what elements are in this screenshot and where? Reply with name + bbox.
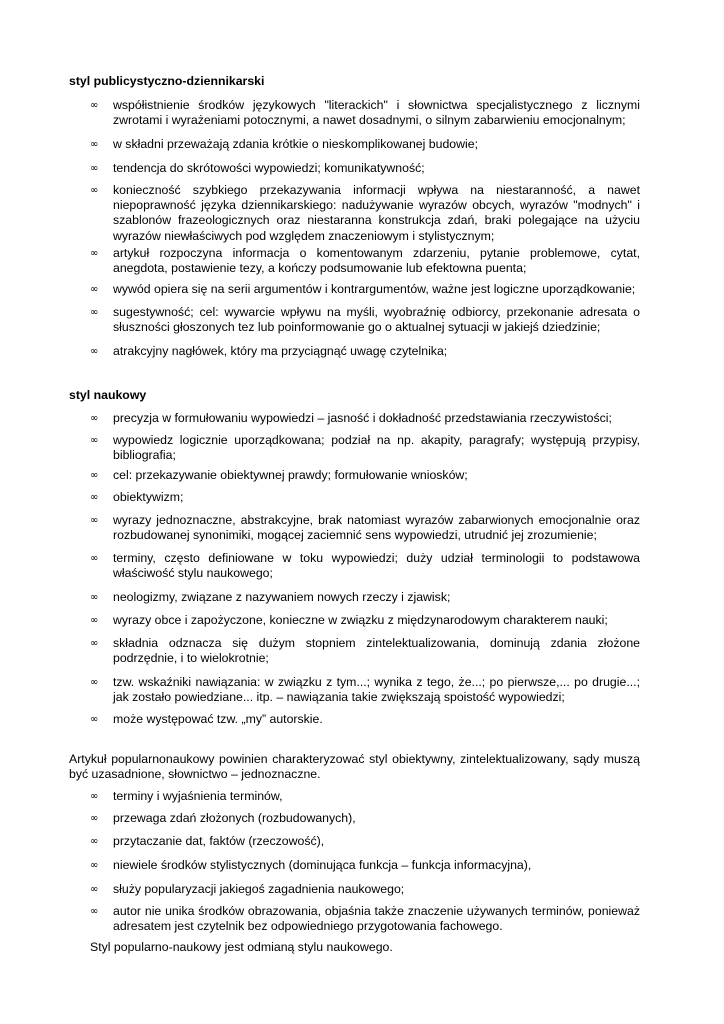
closing-sentence: Styl popularno-naukowy jest odmianą stylu naukowego. bbox=[90, 940, 393, 954]
infinity-bullet-icon: ∞ bbox=[90, 906, 99, 917]
list-item: ∞ tzw. wskaźniki nawiązania: w związku z tym...; wynika z tego, że...; po pierwsze,... po drugie...; jak zostało powiedziane... itp. – nawiązania takie zwiększają spoistość wypowiedzi; bbox=[90, 675, 640, 705]
infinity-bullet-icon: ∞ bbox=[90, 884, 99, 895]
list-item: ∞ konieczność szybkiego przekazywania informacji wpływa na niestaranność, a nawet niepoprawność języka dziennikarskiego: nadużywanie wyrazów obcych, wyrazów "modnych" i szablonów frazeologicznych oraz niestaranna konstrukcja zdań, braki polegające na użyciu wyrazów niewłaściwych pod względem znaczeniowym i stylistycznym; bbox=[90, 183, 640, 243]
infinity-bullet-icon: ∞ bbox=[90, 553, 99, 564]
section-heading-naukowy: styl naukowy bbox=[69, 388, 147, 402]
list-item: ∞ niewiele środków stylistycznych (dominująca funkcja – funkcja informacyjna), bbox=[90, 858, 532, 872]
infinity-bullet-icon: ∞ bbox=[90, 714, 99, 725]
infinity-bullet-icon: ∞ bbox=[90, 139, 99, 150]
infinity-bullet-icon: ∞ bbox=[90, 836, 99, 847]
list-item: ∞ obiektywizm; bbox=[90, 490, 184, 504]
list-item: ∞ może występować tzw. „my” autorskie. bbox=[90, 712, 323, 726]
list-item: ∞ terminy, często definiowane w toku wypowiedzi; duży udział terminologii to podstawowa właściwość stylu naukowego; bbox=[90, 551, 640, 581]
infinity-bullet-icon: ∞ bbox=[90, 185, 99, 196]
list-item: ∞ tendencja do skrótowości wypowiedzi; komunikatywność; bbox=[90, 161, 425, 175]
infinity-bullet-icon: ∞ bbox=[90, 638, 99, 649]
infinity-bullet-icon: ∞ bbox=[90, 413, 99, 424]
list-item: ∞ w składni przeważają zdania krótkie o nieskomplikowanej budowie; bbox=[90, 137, 478, 151]
infinity-bullet-icon: ∞ bbox=[90, 307, 99, 318]
list-item: ∞ autor nie unika środków obrazowania, objaśnia także znaczenie używanych terminów, ponieważ adresatem jest czytelnik bez odpowiedniego przygotowania fachowego. bbox=[90, 904, 640, 934]
infinity-bullet-icon: ∞ bbox=[90, 791, 99, 802]
infinity-bullet-icon: ∞ bbox=[90, 435, 99, 446]
list-item: ∞ wypowiedz logicznie uporządkowana; podział na np. akapity, paragrafy; występują przypisy, bibliografia; bbox=[90, 433, 640, 463]
list-item: ∞ atrakcyjny nagłówek, który ma przyciągnąć uwagę czytelnika; bbox=[90, 344, 448, 358]
list-item: ∞ neologizmy, związane z nazywaniem nowych rzeczy i zjawisk; bbox=[90, 590, 451, 604]
infinity-bullet-icon: ∞ bbox=[90, 515, 99, 526]
infinity-bullet-icon: ∞ bbox=[90, 677, 99, 688]
infinity-bullet-icon: ∞ bbox=[90, 860, 99, 871]
section-heading-publicystyczny: styl publicystyczno-dziennikarski bbox=[69, 74, 265, 88]
infinity-bullet-icon: ∞ bbox=[90, 248, 99, 259]
infinity-bullet-icon: ∞ bbox=[90, 470, 99, 481]
list-item: ∞ sugestywność; cel: wywarcie wpływu na myśli, wyobraźnię odbiorcy, przekonanie adresata o słuszności głoszonych tez lub poinformowanie go o aktualnej sytuacji w jakiejś dziedzinie; bbox=[90, 305, 640, 335]
list-item: ∞ współistnienie środków językowych "literackich" i słownictwa specjalistycznego z licznymi zwrotami i wyrażeniami potocznymi, a nawet dosadnymi, o silnym zabarwieniu emocjonalnym; bbox=[90, 98, 640, 128]
infinity-bullet-icon: ∞ bbox=[90, 163, 99, 174]
infinity-bullet-icon: ∞ bbox=[90, 346, 99, 357]
infinity-bullet-icon: ∞ bbox=[90, 100, 99, 111]
list-item: ∞ wywód opiera się na serii argumentów i kontrargumentów, ważne jest logiczne uporządkowanie; bbox=[90, 282, 636, 296]
list-item: ∞ terminy i wyjaśnienia terminów, bbox=[90, 789, 283, 803]
list-item: ∞ przytaczanie dat, faktów (rzeczowość), bbox=[90, 834, 325, 848]
list-item: ∞ precyzja w formułowaniu wypowiedzi – jasność i dokładność przedstawiania rzeczywistości; bbox=[90, 411, 612, 425]
list-item: ∞ składnia odznacza się dużym stopniem zintelektualizowania, dominują zdania złożone podrzędnie, i to wielokrotnie; bbox=[90, 636, 640, 666]
infinity-bullet-icon: ∞ bbox=[90, 615, 99, 626]
list-item: ∞ wyrazy jednoznaczne, abstrakcyjne, brak natomiast wyrazów zabarwionych emocjonalnie oraz rozbudowanej synonimiki, mogącej zaciemnić sens wypowiedzi, utrudnić jej zrozumienie; bbox=[90, 513, 640, 543]
infinity-bullet-icon: ∞ bbox=[90, 284, 99, 295]
list-item: ∞ artykuł rozpoczyna informacja o komentowanym zdarzeniu, pytanie problemowe, cytat, anegdota, postawienie tezy, a kończy podsumowanie lub efektowna puenta; bbox=[90, 246, 640, 276]
infinity-bullet-icon: ∞ bbox=[90, 492, 99, 503]
list-item: ∞ służy popularyzacji jakiegoś zagadnienia naukowego; bbox=[90, 882, 405, 896]
list-item: ∞ cel: przekazywanie obiektywnej prawdy; formułowanie wniosków; bbox=[90, 468, 468, 482]
infinity-bullet-icon: ∞ bbox=[90, 813, 99, 824]
list-item: ∞ przewaga zdań złożonych (rozbudowanych), bbox=[90, 811, 356, 825]
list-item: ∞ wyrazy obce i zapożyczone, konieczne w związku z międzynarodowym charakterem nauki; bbox=[90, 613, 608, 627]
infinity-bullet-icon: ∞ bbox=[90, 592, 99, 603]
popularnonaukowy-intro: Artykuł popularnonaukowy powinien charakteryzować styl obiektywny, zintelektualizowany, sądy muszą być uzasadnione, słownictwo – jednoznaczne. bbox=[69, 752, 640, 782]
